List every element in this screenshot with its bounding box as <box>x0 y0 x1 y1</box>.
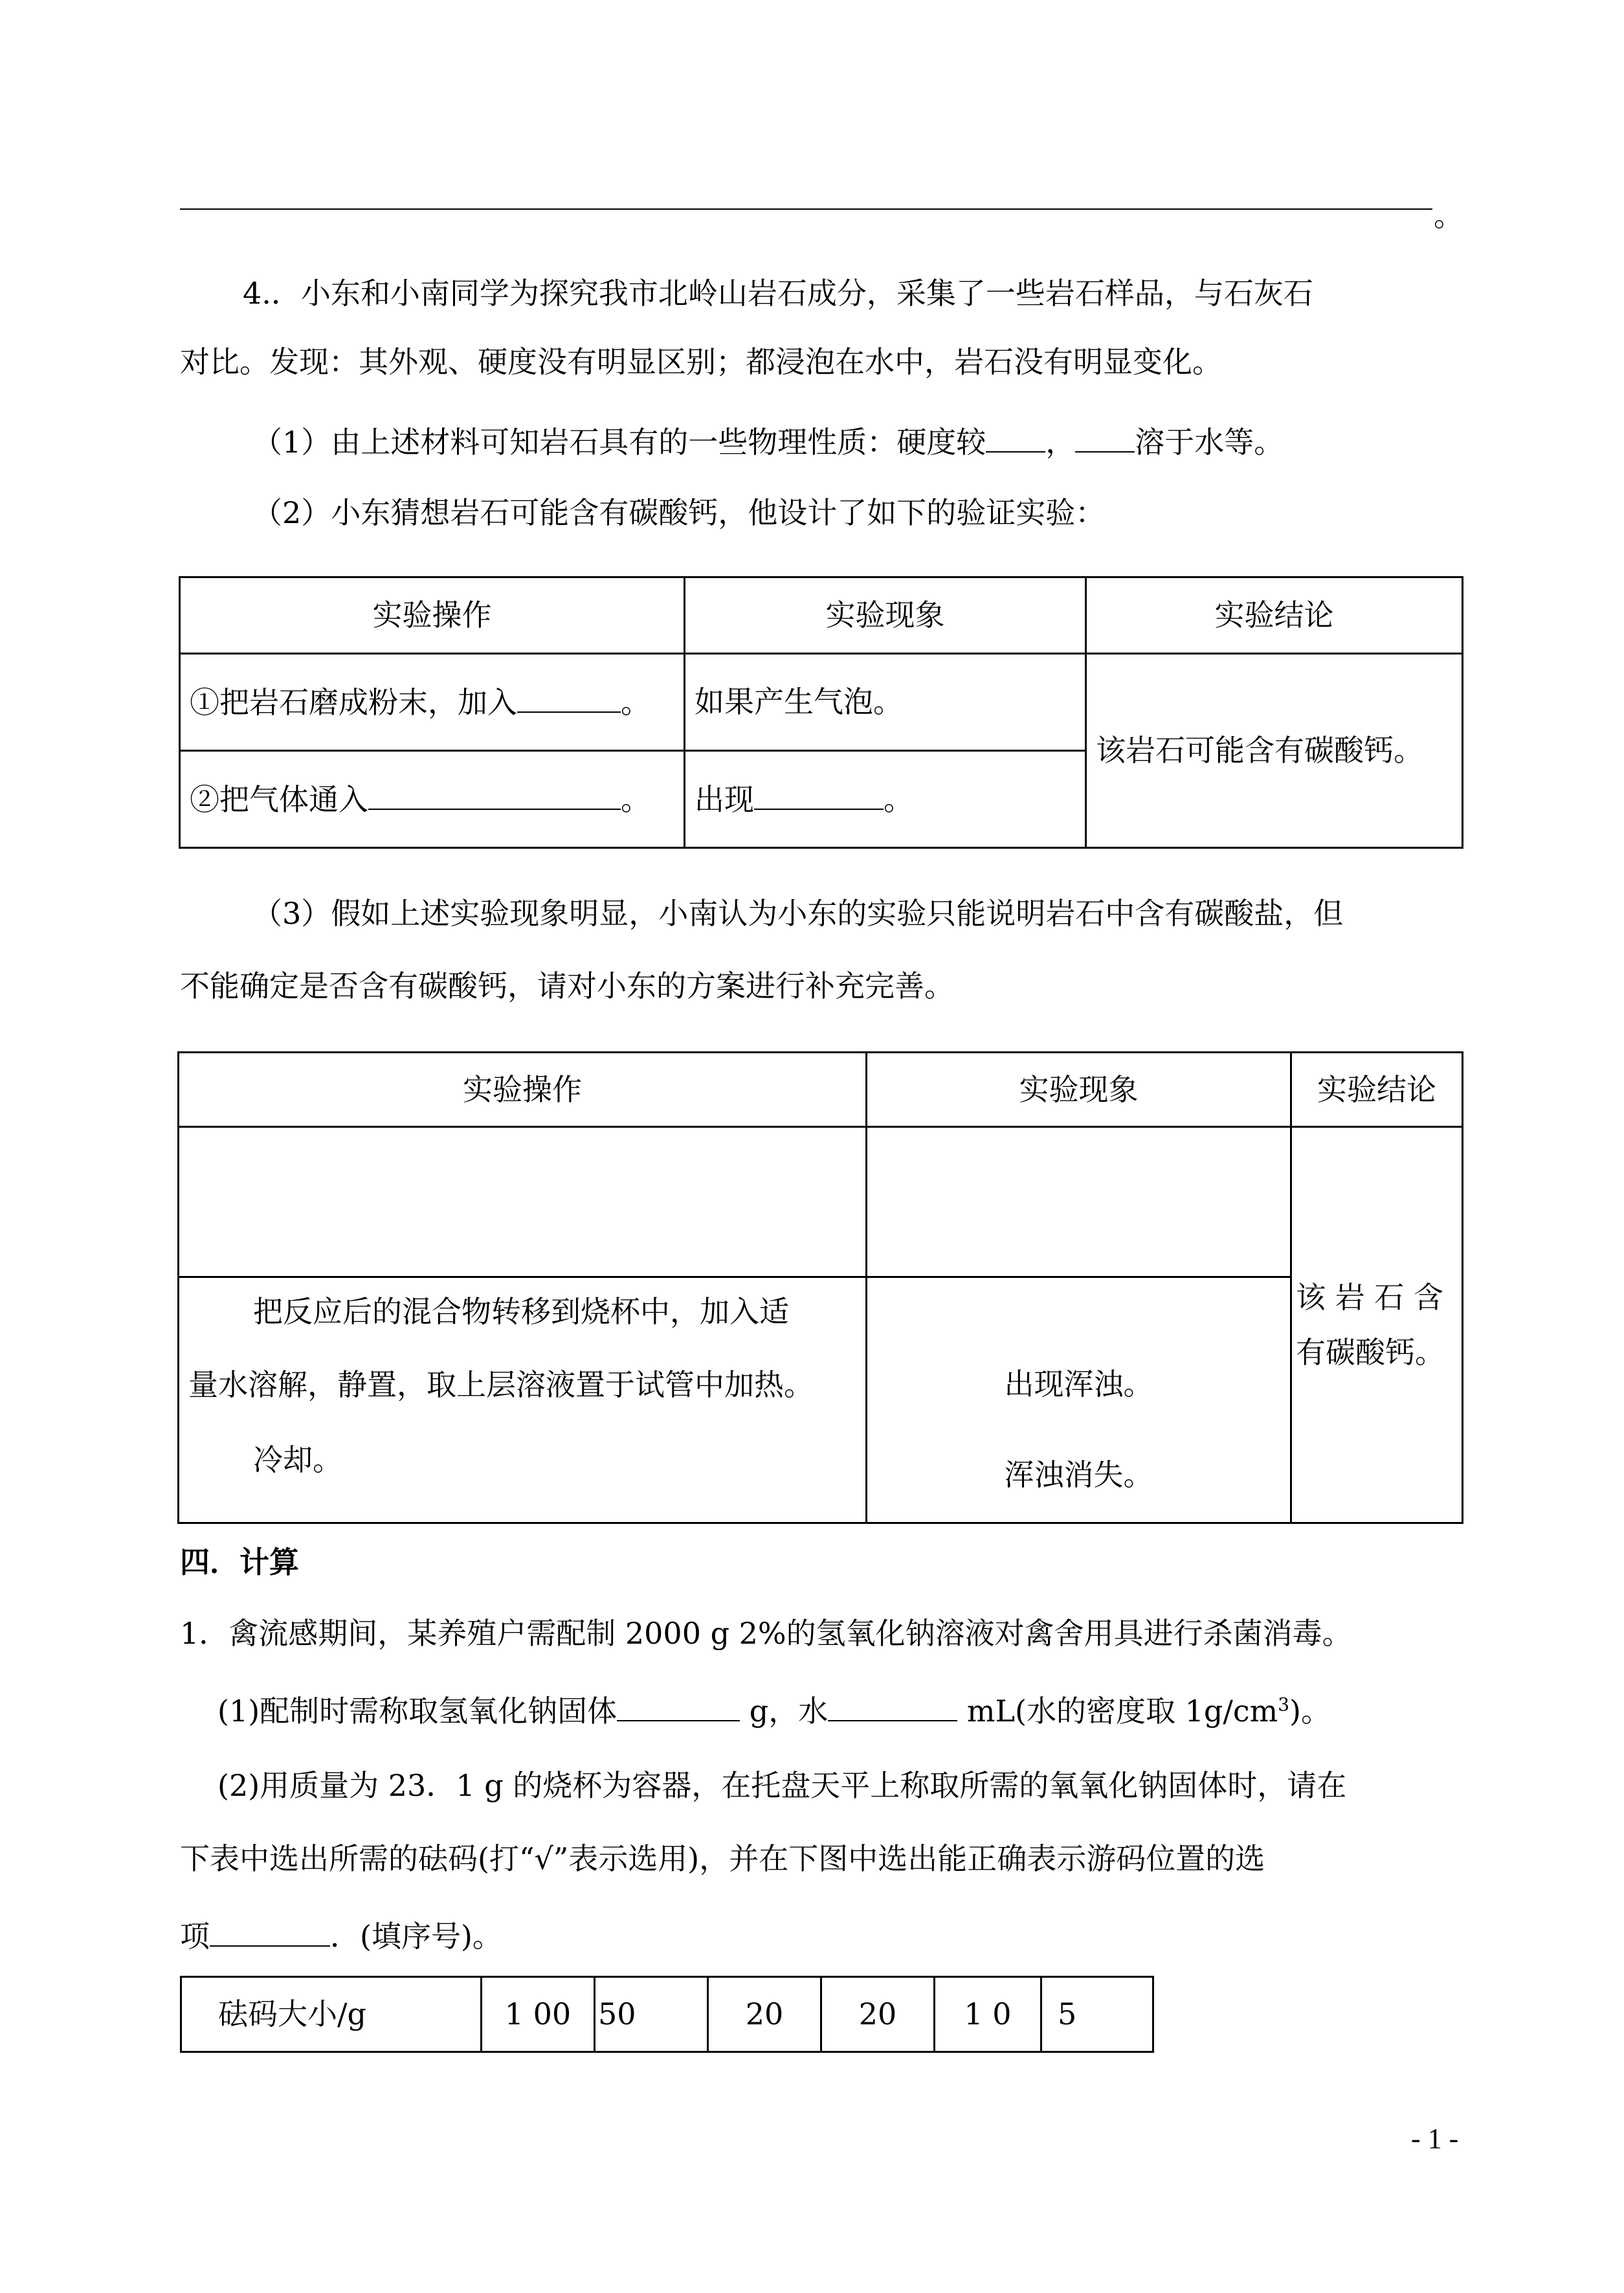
end-mark: 。 <box>1434 198 1463 233</box>
answer-blank <box>368 781 621 810</box>
weight-cell: 5 <box>1041 1977 1153 2052</box>
table-cell: 把反应后的混合物转移到烧杯中，加入适 量水溶解，静置，取上层溶液置于试管中加热。 冷却。 <box>179 1277 867 1523</box>
answer-blank <box>517 684 621 713</box>
weight-cell: 1 0 <box>935 1977 1041 2052</box>
calc-q1-line1: 1．禽流感期间，某养殖户需配制 2000 g 2%的氢氧化钠溶液对禽舍用具进行杀菌消毒。 <box>180 1616 1352 1651</box>
table-cell-conclusion: 该 岩 石 含 有碳酸钙。 <box>1291 1127 1463 1523</box>
answer-blank <box>617 1693 740 1721</box>
answer-blank <box>754 781 884 810</box>
q4-line1: 4.．小东和小南同学为探究我市北岭山岩石成分，采集了一些岩石样品，与石灰石 <box>243 276 1313 311</box>
table-cell: 如果产生气泡。 <box>685 654 1086 751</box>
table-cell-conclusion: 该岩石可能含有碳酸钙。 <box>1086 654 1463 848</box>
table-header: 实验操作 <box>180 577 685 654</box>
q4-part3-line2: 不能确定是否含有碳酸钙，请对小东的方案进行补充完善。 <box>180 968 954 1003</box>
section-title: 四．计算 <box>180 1545 299 1580</box>
table-cell: 出现 。 <box>685 751 1086 848</box>
calc-q1-part2-line3: 项 ．(填序号)。 <box>180 1919 502 1954</box>
experiment-table-1 <box>179 576 1463 849</box>
table-header: 实验结论 <box>1291 1053 1463 1127</box>
page-number: - 1 - <box>1411 2123 1459 2154</box>
answer-blank <box>1075 424 1135 453</box>
table-header: 实验现象 <box>867 1053 1291 1127</box>
table-cell: ①把岩石磨成粉末，加入 。 <box>180 654 685 751</box>
table-cell-empty <box>179 1127 867 1277</box>
table-cell-empty <box>867 1127 1291 1277</box>
calc-q1-part2-line1: (2)用质量为 23．1 g 的烧杯为容器，在托盘天平上称取所需的氧氧化钠固体时，请在 <box>217 1768 1347 1803</box>
table-cell: 出现浑浊。 浑浊消失。 <box>867 1277 1291 1523</box>
table-header: 实验操作 <box>179 1053 867 1127</box>
weight-cell: 20 <box>821 1977 935 2052</box>
answer-blank <box>210 1918 330 1947</box>
calc-q1-part2-line2: 下表中选出所需的砝码(打“√”表示选用)，并在下图中选出能正确表示游码位置的选 <box>180 1841 1265 1876</box>
q4-part3-line1: （3）假如上述实验现象明显，小南认为小东的实验只能说明岩石中含有碳酸盐，但 <box>252 896 1344 931</box>
experiment-table-2 <box>177 1051 1463 1524</box>
q4-part2: （2）小东猜想岩石可能含有碳酸钙，他设计了如下的验证实验： <box>252 495 1106 530</box>
weights-table <box>180 1976 1154 2053</box>
table-header: 实验现象 <box>685 577 1086 654</box>
answer-blank-line <box>180 208 1432 210</box>
q4-line2: 对比。发现：其外观、硬度没有明显区别；都浸泡在水中，岩石没有明显变化。 <box>180 344 1222 379</box>
weights-label: 砝码大小/g <box>181 1977 482 2052</box>
table-header: 实验结论 <box>1086 577 1463 654</box>
calc-q1-part1: (1)配制时需称取氢氧化钠固体 g，水 mL(水的密度取 $1g/cm^3$)。 <box>217 1694 1331 1728</box>
table-cell: ②把气体通入 。 <box>180 751 685 848</box>
weight-cell: 20 <box>708 1977 821 2052</box>
q4-part1: （1）由上述材料可知岩石具有的一些物理性质：硬度较 ， 溶于水等。 <box>252 425 1284 460</box>
answer-blank <box>986 424 1045 453</box>
weight-cell: 1 00 <box>482 1977 595 2052</box>
weight-cell: 50 <box>595 1977 708 2052</box>
answer-blank <box>828 1693 957 1721</box>
